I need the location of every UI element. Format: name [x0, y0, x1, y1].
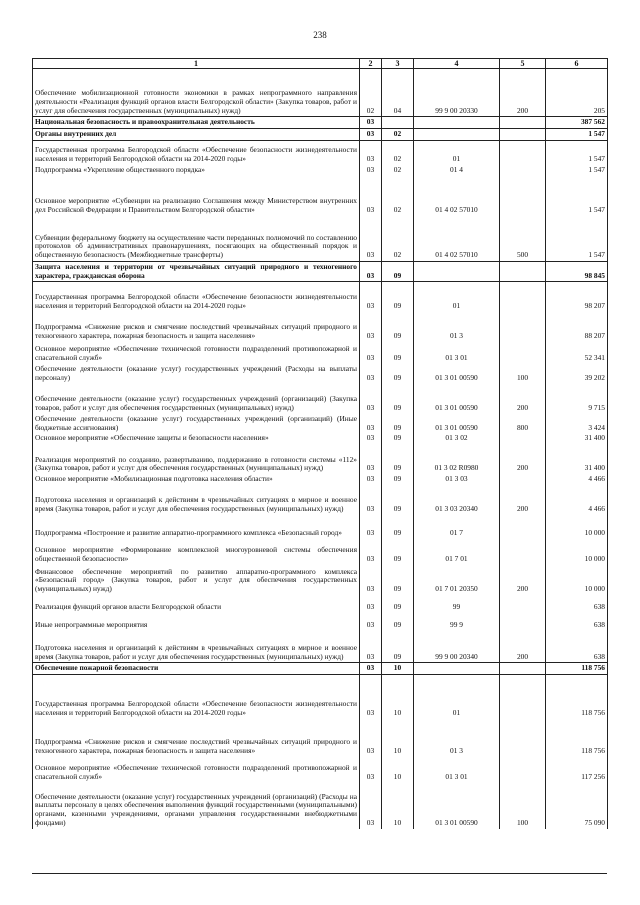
row-amount: 1 547 — [546, 175, 608, 215]
row-amount: 118 756 — [546, 663, 608, 675]
row-section-code: 03 — [360, 413, 382, 433]
row-expense-type-code — [500, 312, 546, 342]
row-subsection-code: 09 — [382, 515, 414, 539]
table-row — [33, 719, 608, 757]
row-expense-type-code — [500, 539, 546, 565]
row-expense-type-code: 100 — [500, 783, 546, 829]
table-row — [33, 631, 608, 663]
row-target-item-code: 01 — [414, 140, 500, 164]
row-section-code: 03 — [360, 312, 382, 342]
row-amount: 1 547 — [546, 215, 608, 261]
row-amount: 638 — [546, 613, 608, 631]
row-name: Защита населения и территории от чрезвычайных ситуаций природного и техногенного характера, гражданская оборона — [33, 261, 360, 281]
row-amount: 31 400 — [546, 444, 608, 474]
row-subsection-code: 09 — [382, 444, 414, 474]
row-name: Подпрограмма «Укрепление общественного порядка» — [33, 164, 360, 175]
row-expense-type-code: 800 — [500, 413, 546, 433]
row-name: Иные непрограммные мероприятия — [33, 613, 360, 631]
row-target-item-code: 01 3 03 20340 — [414, 485, 500, 515]
row-target-item-code: 01 3 03 — [414, 474, 500, 485]
row-section-code: 03 — [360, 565, 382, 595]
row-name: Государственная программа Белгородской области «Обеспечение безопасности жизнедеятельности населения и территорий Белгородской области на 2014-2020 годы» — [33, 675, 360, 719]
row-target-item-code: 01 4 02 57010 — [414, 215, 500, 261]
row-target-item-code: 99 9 — [414, 613, 500, 631]
row-expense-type-code — [500, 261, 546, 281]
table-row — [33, 117, 608, 129]
row-amount: 117 256 — [546, 757, 608, 783]
row-expense-type-code: 200 — [500, 485, 546, 515]
row-amount: 4 466 — [546, 474, 608, 485]
row-target-item-code: 01 3 01 00590 — [414, 783, 500, 829]
table-header-row — [33, 59, 608, 69]
row-name: Подготовка населения и организаций к действиям в чрезвычайных ситуациях в мирное и военное время (Закупка товаров, работ и услуг для обеспечения государственных (муниципальных) нужд) — [33, 631, 360, 663]
row-section-code: 03 — [360, 719, 382, 757]
page-number: 238 — [313, 30, 327, 40]
row-section-code: 02 — [360, 69, 382, 117]
row-section-code: 03 — [360, 364, 382, 383]
row-target-item-code: 01 3 — [414, 312, 500, 342]
row-subsection-code: 02 — [382, 129, 414, 141]
row-expense-type-code — [500, 515, 546, 539]
row-expense-type-code — [500, 140, 546, 164]
row-expense-type-code: 200 — [500, 383, 546, 413]
row-target-item-code — [414, 117, 500, 129]
row-target-item-code: 01 3 01 00590 — [414, 383, 500, 413]
row-subsection-code: 04 — [382, 69, 414, 117]
row-expense-type-code: 500 — [500, 215, 546, 261]
table-row — [33, 282, 608, 312]
table-row — [33, 261, 608, 281]
row-name: Подпрограмма «Снижение рисков и смягчение последствий чрезвычайных ситуаций природного и техногенного характера, пожарная безопасность и защита населения» — [33, 719, 360, 757]
row-subsection-code: 10 — [382, 663, 414, 675]
table-row — [33, 433, 608, 444]
row-subsection-code: 02 — [382, 164, 414, 175]
row-name: Финансовое обеспечение мероприятий по развитию аппаратно-программного комплекса «Безопасный город» (Закупка товаров, работ и услуг для обеспечения государственных (муниципальных) нужд) — [33, 565, 360, 595]
row-name: Основное мероприятие «Обеспечение технической готовности подразделений противопожарной и спасательной служб» — [33, 757, 360, 783]
row-name: Подпрограмма «Снижение рисков и смягчение последствий чрезвычайных ситуаций природного и техногенного характера, пожарная безопасность и защита населения» — [33, 312, 360, 342]
table-row — [33, 444, 608, 474]
row-section-code: 03 — [360, 117, 382, 129]
row-section-code: 03 — [360, 485, 382, 515]
row-target-item-code: 01 3 02 — [414, 433, 500, 444]
row-section-code: 03 — [360, 282, 382, 312]
row-amount: 118 756 — [546, 719, 608, 757]
row-amount: 75 090 — [546, 783, 608, 829]
row-subsection-code: 09 — [382, 595, 414, 613]
row-expense-type-code — [500, 613, 546, 631]
table-row — [33, 215, 608, 261]
row-target-item-code: 01 7 01 20350 — [414, 565, 500, 595]
table-row — [33, 364, 608, 383]
table-row — [33, 539, 608, 565]
table-row — [33, 140, 608, 164]
row-subsection-code: 09 — [382, 383, 414, 413]
row-amount: 31 400 — [546, 433, 608, 444]
row-amount: 10 000 — [546, 539, 608, 565]
row-subsection-code: 09 — [382, 433, 414, 444]
row-name: Органы внутренних дел — [33, 129, 360, 141]
row-target-item-code: 01 3 01 — [414, 757, 500, 783]
row-name: Национальная безопасность и правоохранительная деятельность — [33, 117, 360, 129]
row-section-code: 03 — [360, 383, 382, 413]
row-target-item-code: 01 7 — [414, 515, 500, 539]
row-subsection-code: 09 — [382, 312, 414, 342]
row-section-code: 03 — [360, 539, 382, 565]
row-target-item-code: 99 — [414, 595, 500, 613]
row-amount: 1 547 — [546, 164, 608, 175]
row-expense-type-code — [500, 175, 546, 215]
row-amount: 387 562 — [546, 117, 608, 129]
table-row — [33, 595, 608, 613]
row-target-item-code: 01 3 01 — [414, 342, 500, 364]
row-expense-type-code — [500, 663, 546, 675]
row-name: Субвенции федеральному бюджету на осуществление части переданных полномочий по составлению протоколов об административных правонарушениях, посягающих на общественный порядок и общественную безопасность (Межбюджетные трансферты) — [33, 215, 360, 261]
row-target-item-code — [414, 261, 500, 281]
row-expense-type-code — [500, 474, 546, 485]
row-target-item-code: 99 9 00 20340 — [414, 631, 500, 663]
row-name: Обеспечение пожарной безопасности — [33, 663, 360, 675]
table-row — [33, 312, 608, 342]
row-expense-type-code — [500, 282, 546, 312]
row-target-item-code: 01 3 01 00590 — [414, 364, 500, 383]
row-section-code: 03 — [360, 474, 382, 485]
table-body — [33, 69, 608, 829]
row-amount: 118 756 — [546, 675, 608, 719]
row-section-code: 03 — [360, 140, 382, 164]
row-target-item-code: 01 — [414, 282, 500, 312]
row-expense-type-code: 200 — [500, 69, 546, 117]
row-section-code: 03 — [360, 164, 382, 175]
row-section-code: 03 — [360, 129, 382, 141]
row-section-code: 03 — [360, 342, 382, 364]
row-section-code: 03 — [360, 631, 382, 663]
row-name: Основное мероприятие «Субвенции на реализацию Соглашения между Министерством внутренних дел Российской Федерации и Правительством Белгородской области» — [33, 175, 360, 215]
row-expense-type-code — [500, 342, 546, 364]
row-expense-type-code — [500, 117, 546, 129]
row-amount: 3 424 — [546, 413, 608, 433]
row-expense-type-code — [500, 129, 546, 141]
row-target-item-code: 01 4 — [414, 164, 500, 175]
row-name: Обеспечение деятельности (оказание услуг) государственных учреждений (организаций) (Расходы на выплаты персоналу в целях обеспечения выполнения функций государственными (муниципальными) органами, казенными учреждениями, органами управления государственными внебюджетными фондами) — [33, 783, 360, 829]
row-name: Государственная программа Белгородской области «Обеспечение безопасности жизнедеятельности населения и территорий Белгородской области на 2014-2020 годы» — [33, 140, 360, 164]
row-subsection-code: 09 — [382, 261, 414, 281]
table-row — [33, 383, 608, 413]
header-col-3: 3 — [382, 59, 414, 69]
row-expense-type-code: 200 — [500, 565, 546, 595]
row-subsection-code — [382, 117, 414, 129]
row-subsection-code: 09 — [382, 485, 414, 515]
row-target-item-code: 01 — [414, 675, 500, 719]
row-name: Основное мероприятие «Обеспечение технической готовности подразделений противопожарной и спасательной служб» — [33, 342, 360, 364]
row-name: Реализация мероприятий по созданию, развертыванию, поддержанию в готовности системы «112» (Закупка товаров, работ и услуг для обеспечения государственных (муниципальных) нужд) — [33, 444, 360, 474]
row-target-item-code: 01 3 — [414, 719, 500, 757]
row-section-code: 03 — [360, 783, 382, 829]
header-col-2: 2 — [360, 59, 382, 69]
row-amount: 10 000 — [546, 515, 608, 539]
row-section-code: 03 — [360, 444, 382, 474]
row-subsection-code: 09 — [382, 565, 414, 595]
row-subsection-code: 02 — [382, 140, 414, 164]
row-subsection-code: 10 — [382, 783, 414, 829]
row-subsection-code: 10 — [382, 675, 414, 719]
row-section-code: 03 — [360, 663, 382, 675]
row-subsection-code: 09 — [382, 413, 414, 433]
row-expense-type-code: 200 — [500, 444, 546, 474]
table-row — [33, 413, 608, 433]
row-target-item-code: 99 9 00 20330 — [414, 69, 500, 117]
row-subsection-code: 09 — [382, 539, 414, 565]
row-section-code: 03 — [360, 175, 382, 215]
row-section-code: 03 — [360, 595, 382, 613]
row-expense-type-code — [500, 164, 546, 175]
table-row — [33, 129, 608, 141]
row-section-code: 03 — [360, 261, 382, 281]
table-row — [33, 69, 608, 117]
row-amount: 4 466 — [546, 485, 608, 515]
row-expense-type-code — [500, 433, 546, 444]
row-amount: 1 547 — [546, 140, 608, 164]
row-name: Обеспечение деятельности (оказание услуг) государственных учреждений (организаций) (Иные бюджетные ассигнования) — [33, 413, 360, 433]
budget-table — [32, 58, 608, 829]
row-subsection-code: 09 — [382, 631, 414, 663]
row-section-code: 03 — [360, 675, 382, 719]
row-name: Основное мероприятие «Мобилизационная подготовка населения области» — [33, 474, 360, 485]
table-row — [33, 613, 608, 631]
row-name: Подпрограмма «Построение и развитие аппаратно-программного комплекса «Безопасный город» — [33, 515, 360, 539]
row-name: Обеспечение деятельности (оказание услуг) государственных учреждений (Расходы на выплаты персоналу) — [33, 364, 360, 383]
row-name: Основное мероприятие «Формирование комплексной многоуровневой системы обеспечения общественной безопасности» — [33, 539, 360, 565]
row-subsection-code: 10 — [382, 719, 414, 757]
row-name: Основное мероприятие «Обеспечение защиты и безопасности населения» — [33, 433, 360, 444]
row-amount: 88 207 — [546, 312, 608, 342]
row-target-item-code: 01 7 01 — [414, 539, 500, 565]
row-target-item-code: 01 4 02 57010 — [414, 175, 500, 215]
row-expense-type-code: 100 — [500, 364, 546, 383]
row-target-item-code: 01 3 01 00590 — [414, 413, 500, 433]
row-target-item-code — [414, 129, 500, 141]
row-amount: 638 — [546, 631, 608, 663]
row-amount: 52 341 — [546, 342, 608, 364]
row-expense-type-code — [500, 595, 546, 613]
row-section-code: 03 — [360, 215, 382, 261]
table-row — [33, 565, 608, 595]
table-row — [33, 175, 608, 215]
row-name: Обеспечение деятельности (оказание услуг) государственных учреждений (организаций) (Закупка товаров, работ и услуг для обеспечения государственных (муниципальных) нужд) — [33, 383, 360, 413]
row-name: Подготовка населения и организаций к действиям в чрезвычайных ситуациях в мирное и военное время (Закупка товаров, работ и услуг для обеспечения государственных (муниципальных) нужд) — [33, 485, 360, 515]
row-amount: 39 202 — [546, 364, 608, 383]
table-row — [33, 515, 608, 539]
row-expense-type-code: 200 — [500, 631, 546, 663]
row-amount: 98 845 — [546, 261, 608, 281]
row-section-code: 03 — [360, 433, 382, 444]
table-row — [33, 485, 608, 515]
table-row — [33, 663, 608, 675]
row-subsection-code: 02 — [382, 215, 414, 261]
table-row — [33, 757, 608, 783]
table-row — [33, 675, 608, 719]
row-subsection-code: 09 — [382, 282, 414, 312]
header-col-4: 4 — [414, 59, 500, 69]
row-target-item-code — [414, 663, 500, 675]
row-name: Обеспечение мобилизационной готовности экономики в рамках непрограммного направления деятельности «Реализация функций органов власти Белгородской области» (Закупка товаров, работ и услуг для обеспечения государственных (муниципальных) нужд) — [33, 69, 360, 117]
row-section-code: 03 — [360, 515, 382, 539]
row-subsection-code: 09 — [382, 613, 414, 631]
row-subsection-code: 09 — [382, 364, 414, 383]
row-section-code: 03 — [360, 757, 382, 783]
row-target-item-code: 01 3 02 R0980 — [414, 444, 500, 474]
row-amount: 638 — [546, 595, 608, 613]
row-subsection-code: 09 — [382, 474, 414, 485]
table-row — [33, 342, 608, 364]
row-expense-type-code — [500, 719, 546, 757]
header-col-1: 1 — [33, 59, 360, 69]
row-subsection-code: 10 — [382, 757, 414, 783]
row-expense-type-code — [500, 757, 546, 783]
row-name: Государственная программа Белгородской области «Обеспечение безопасности жизнедеятельности населения и территорий Белгородской области на 2014-2020 годы» — [33, 282, 360, 312]
table-bottom-border — [32, 873, 607, 874]
row-subsection-code: 09 — [382, 342, 414, 364]
table-row — [33, 783, 608, 829]
table-row — [33, 474, 608, 485]
row-subsection-code: 02 — [382, 175, 414, 215]
row-section-code: 03 — [360, 613, 382, 631]
row-amount: 205 — [546, 69, 608, 117]
row-amount: 1 547 — [546, 129, 608, 141]
row-amount: 9 715 — [546, 383, 608, 413]
table-row — [33, 164, 608, 175]
row-amount: 98 207 — [546, 282, 608, 312]
header-col-6: 6 — [546, 59, 608, 69]
row-name: Реализация функций органов власти Белгородской области — [33, 595, 360, 613]
header-col-5: 5 — [500, 59, 546, 69]
row-expense-type-code — [500, 675, 546, 719]
row-amount: 10 000 — [546, 565, 608, 595]
